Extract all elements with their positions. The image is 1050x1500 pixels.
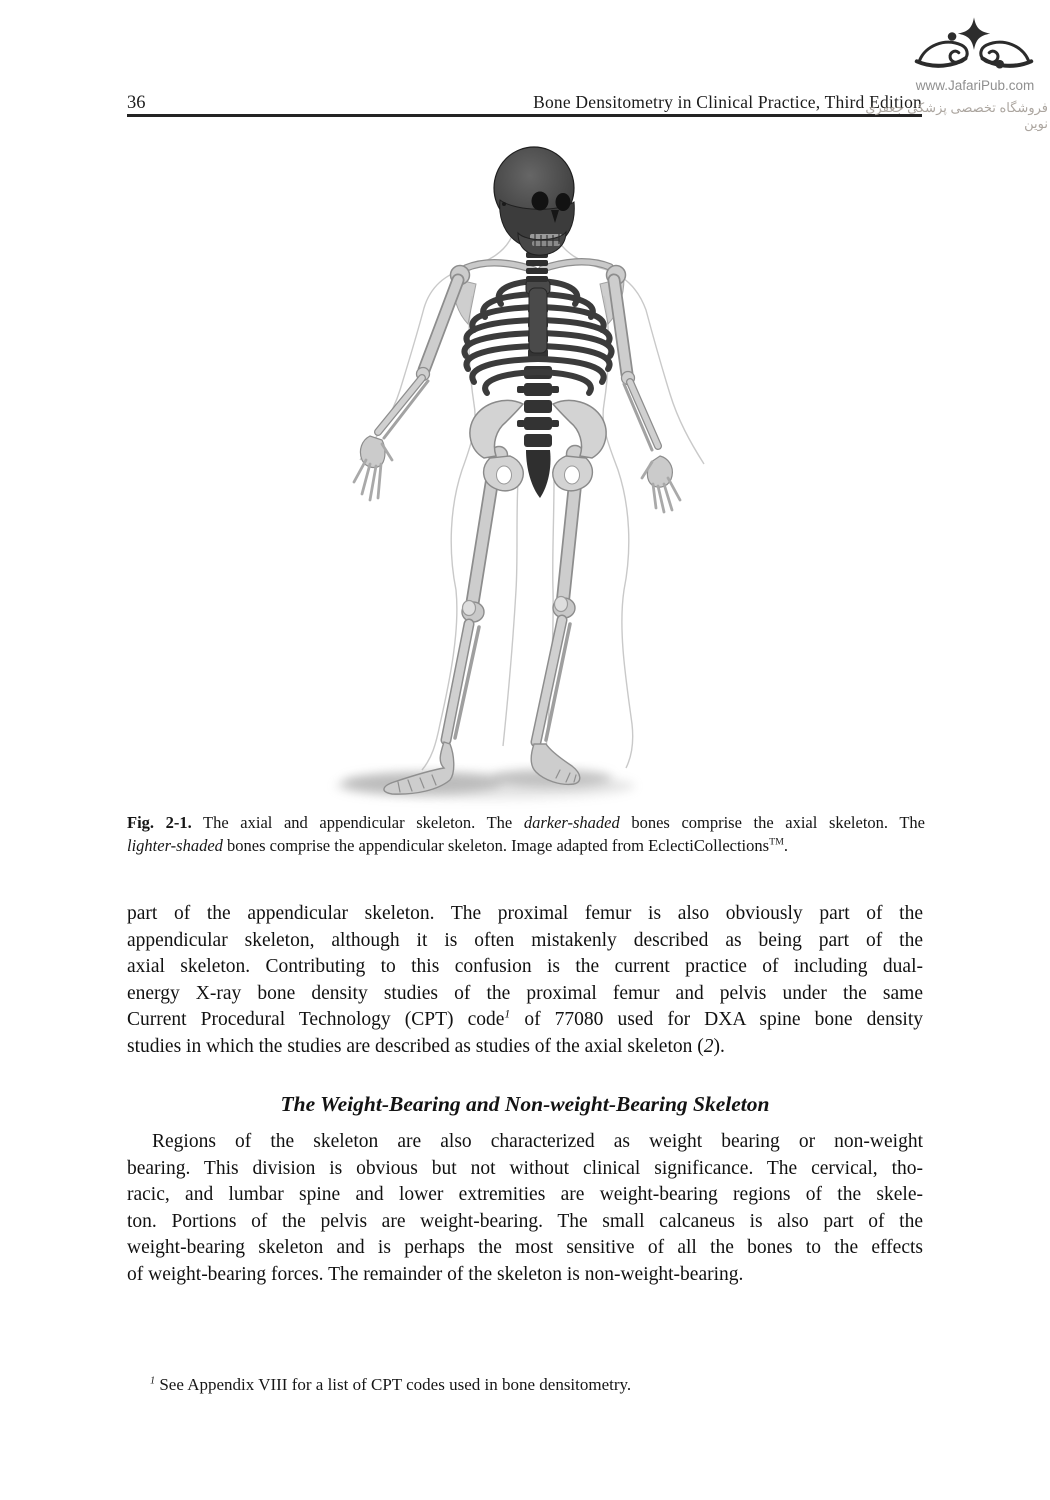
text-run: part of the appendicular skeleton. The proximal femur is also obviously part of the [127,903,923,924]
text-run: . [783,836,788,855]
text-line [127,1007,923,1034]
text-line [127,811,925,834]
book-title: Bone Densitometry in Clinical Practice, Third Edition [533,92,922,112]
text-line [127,1262,923,1289]
section-heading: The Weight-Bearing and Non-weight-Bearing Skeleton [280,1092,770,1116]
text-line [127,1209,923,1236]
text-run: bearing. This division is obvious but not without clinical significance. The cervical, tho- [127,1157,923,1179]
text-line [127,954,923,981]
text-run: ton. Portions of the pelvis are weight-bearing. The small calcaneus is also part of the [127,1210,923,1232]
text-run: 2 [703,1035,714,1057]
text-line [127,928,923,955]
header-rule [127,114,922,117]
text-run: appendicular skeleton, although it is often mistakenly described as being part of the [127,929,923,951]
text-run: Regions of the skeleton are also characterized as weight bearing or non-weight [152,1131,923,1152]
jafaripub-ornament-icon [912,16,1036,78]
text-line [127,1182,923,1209]
page-number: 36 [127,93,146,113]
text-line [127,1235,923,1262]
text-line [127,901,923,928]
text-run: TM [769,836,784,848]
text-line [127,1034,923,1061]
watermark-tagline: فروشگاه تخصصی پزشکی جعفری نوین [865,100,1048,131]
figure-skeleton-image [320,138,740,810]
skull [494,147,574,255]
figure-caption [127,811,925,857]
text-run: darker-shaded [523,813,620,832]
text-run: studies in which the studies are described as studies of the axial skeleton ( [127,1035,704,1057]
text-run: Current Procedural Technology (CPT) code [127,1009,505,1031]
paragraph-1 [127,901,923,1061]
text-run: weight-bearing skeleton and is perhaps the most sensitive of all the bones to the effects [127,1237,923,1259]
text-run: The axial and appendicular skeleton. The [191,813,524,832]
text-line [127,1129,923,1156]
text-run: lighter-shaded [127,836,223,855]
text-run: energy X-ray bone density studies of the proximal femur and pelvis under the same [127,982,923,1004]
paragraph-2 [127,1129,923,1289]
watermark-url: www.JafariPub.com [915,78,1035,93]
watermark [820,0,1050,130]
text-run: See Appendix VIII for a list of CPT codes used in bone densitometry. [155,1375,632,1394]
text-run: 1 [504,1007,511,1021]
ground-shadow [335,769,635,799]
sternum [526,280,550,353]
text-run: of 77080 used for DXA spine bone density [510,1009,923,1031]
text-run: axial skeleton. Contributing to this confusion is the current practice of including dual- [127,956,923,978]
text-run: racic, and lumbar spine and lower extremities are weight-bearing regions of the skele- [127,1184,923,1206]
text-line [127,834,925,857]
text-run: bones comprise the appendicular skeleton. Image adapted from EclectiCollections [222,836,770,855]
text-run: ). [713,1035,725,1057]
text-run: bones comprise the axial skeleton. The [619,813,925,832]
text-line [127,981,923,1008]
text-run: 1 [150,1375,156,1387]
text-run: Fig. 2-1. [127,813,192,832]
text-line [127,1156,923,1183]
text-run: of weight-bearing forces. The remainder of the skeleton is non-weight-bearing. [127,1263,744,1285]
page-header [127,92,922,114]
footnote [150,1375,870,1395]
